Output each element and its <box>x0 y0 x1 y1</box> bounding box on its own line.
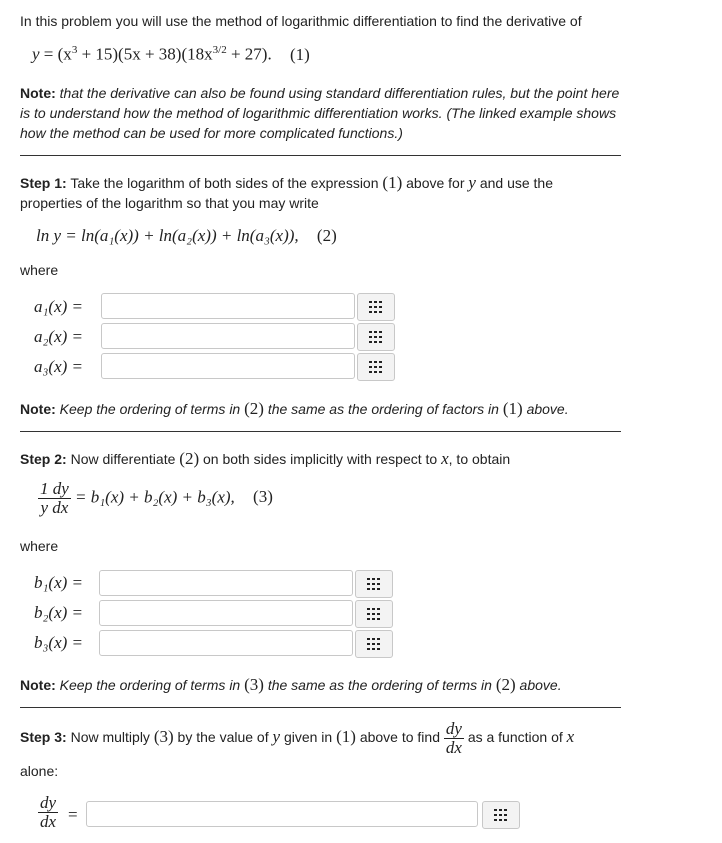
divider <box>20 431 621 432</box>
b3-label: b₃(x) = <box>34 633 83 652</box>
equation-2: ln y = ln(a₁(x)) + ln(a₂(x)) + ln(a₃(x)), (2) <box>36 226 337 245</box>
keypad-grid-icon <box>367 638 381 650</box>
keypad-grid-icon <box>369 301 383 313</box>
a1-keypad-button[interactable] <box>357 293 395 321</box>
a3-field <box>101 353 395 381</box>
a1-field <box>101 293 395 321</box>
keypad-grid-icon <box>494 809 508 821</box>
step-2-note: Note: Keep the ordering of terms in (3) the same as the ordering of terms in (2) above. <box>20 675 562 694</box>
where-label: where <box>20 262 59 278</box>
dydx-input[interactable] <box>86 801 478 827</box>
dydx-field <box>86 801 520 829</box>
divider <box>20 155 621 156</box>
a1-label: a₁(x) = <box>34 297 83 316</box>
b3-field <box>99 630 393 658</box>
b3-keypad-button[interactable] <box>355 630 393 658</box>
answer-equals: = <box>68 805 78 824</box>
a2-field <box>101 323 395 351</box>
a3-input[interactable] <box>101 353 355 379</box>
step-1-note: Note: Keep the ordering of terms in (2) the same as the ordering of factors in (1) above. <box>20 399 569 418</box>
where-label: where <box>20 538 59 554</box>
step-3-text: Step 3: Now multiply (3) by the value of y given in (1) above to find $\frac{dy}{dx}$ as a function of x <box>20 719 575 757</box>
step-1-text: Step 1: Take the logarithm of both sides of the expression (1) above for y and use the properties of the logarithm so that you may write <box>20 173 553 211</box>
b1-field <box>99 570 393 598</box>
a3-keypad-button[interactable] <box>357 353 395 381</box>
keypad-grid-icon <box>369 361 383 373</box>
a1-input[interactable] <box>101 293 355 319</box>
keypad-grid-icon <box>367 578 381 590</box>
step-3-line2: alone: <box>20 763 59 779</box>
b2-keypad-button[interactable] <box>355 600 393 628</box>
a2-label: a₂(x) = <box>34 327 83 346</box>
a3-label: a₃(x) = <box>34 357 83 376</box>
b3-input[interactable] <box>99 630 353 656</box>
intro-text: In this problem you will use the method of logarithmic differentiation to find the derivative of <box>20 13 582 29</box>
a2-keypad-button[interactable] <box>357 323 395 351</box>
note-intro: Note: that the derivative can also be found using standard differentiation rules, but the point here is to understand how the method of logarithmic differentiation works. (The linked example shows how the method can be used for more complicated functions.) <box>20 85 620 141</box>
b1-label: b₁(x) = <box>34 573 83 592</box>
equation-1: $y = (x^3 + 15)(5x + 38)(18x^{3/2} + 27)$. (1) <box>32 44 310 64</box>
b2-field <box>99 600 393 628</box>
b1-input[interactable] <box>99 570 353 596</box>
a2-input[interactable] <box>101 323 355 349</box>
divider <box>20 707 621 708</box>
equation-1-label: (1) <box>289 44 310 64</box>
keypad-grid-icon <box>369 331 383 343</box>
dydx-keypad-button[interactable] <box>482 801 520 829</box>
b2-label: b₂(x) = <box>34 603 83 622</box>
answer-dy-dx-fraction: $\frac{dy}{dx}$ <box>40 793 57 831</box>
dy-over-y-dx-fraction: $\frac{1 dy}{\text{y dx}}$ <box>40 479 69 517</box>
equation-3: $\frac{1 dy}{\text{y dx}}$ = b₁(x) + b₂(x) + b₃(x), (3) <box>40 479 273 517</box>
b2-input[interactable] <box>99 600 353 626</box>
keypad-grid-icon <box>367 608 381 620</box>
dy-dx-fraction: $\frac{dy}{dx}$ <box>445 719 462 757</box>
step-2-text: Step 2: Now differentiate (2) on both sides implicitly with respect to x, to obtain <box>20 449 511 468</box>
b1-keypad-button[interactable] <box>355 570 393 598</box>
